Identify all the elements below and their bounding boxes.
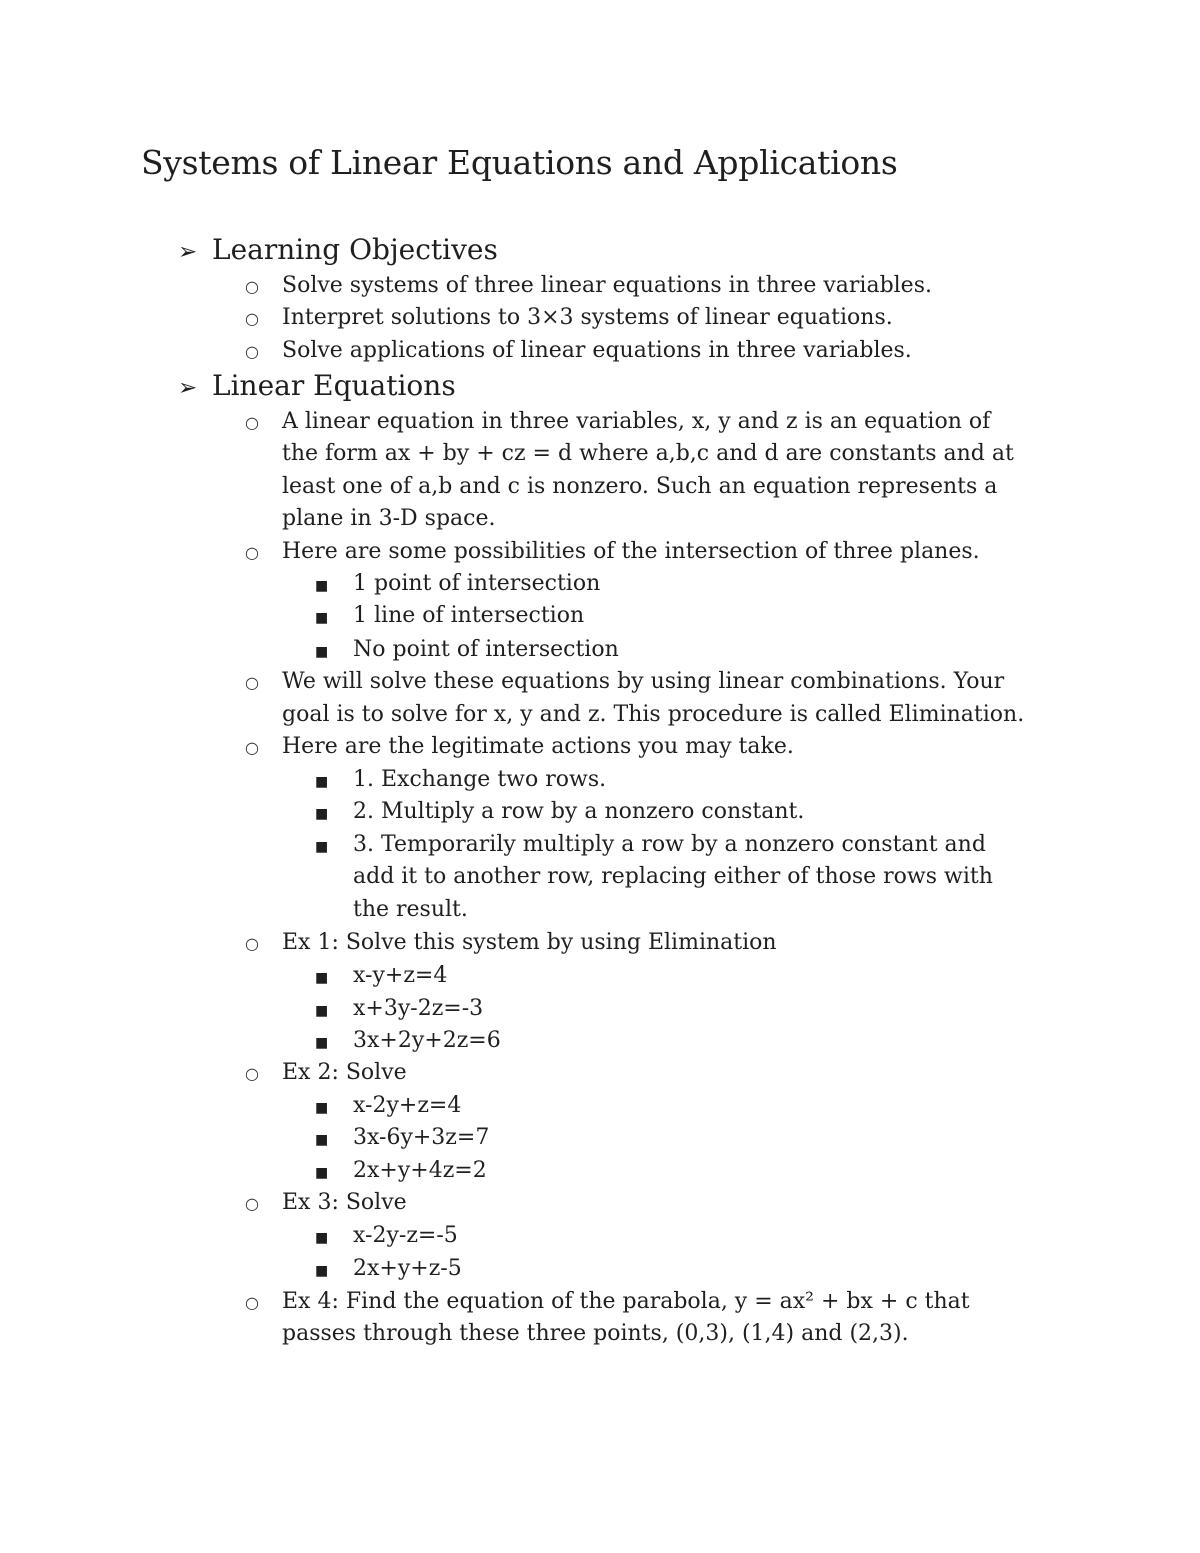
list-item: ○ A linear equation in three variables, x, y and z is an equation of bbox=[245, 409, 991, 434]
circle-bullet-icon: ○ bbox=[245, 277, 259, 296]
list-item: ○ Solve applications of linear equations in three variables. bbox=[245, 338, 912, 363]
equation-item: ■ 3x-6y+3z=7 bbox=[315, 1125, 490, 1150]
circle-bullet-icon: ○ bbox=[245, 673, 259, 692]
square-bullet-icon: ■ bbox=[315, 1165, 329, 1181]
list-item-continuation: least one of a,b and c is nonzero. Such an equation represents a bbox=[282, 474, 998, 499]
sub-list-item: ■ 1 line of intersection bbox=[315, 603, 585, 628]
list-item-continuation: the form ax + by + cz = d where a,b,c and d are constants and at bbox=[282, 441, 1014, 466]
list-item-continuation: plane in 3-D space. bbox=[282, 506, 496, 531]
square-bullet-icon: ■ bbox=[315, 1035, 329, 1051]
circle-bullet-icon: ○ bbox=[245, 413, 259, 432]
circle-bullet-icon: ○ bbox=[245, 1194, 259, 1213]
square-bullet-icon: ■ bbox=[315, 644, 329, 660]
list-item-example-1: ○ Ex 1: Solve this system by using Elimination bbox=[245, 930, 777, 955]
circle-bullet-icon: ○ bbox=[245, 934, 259, 953]
equation-item: ■ x-2y-z=-5 bbox=[315, 1223, 458, 1248]
square-bullet-icon: ■ bbox=[315, 610, 329, 626]
list-item: ○ Solve systems of three linear equations in three variables. bbox=[245, 273, 932, 298]
sub-list-item-continuation: add it to another row, replacing either of those rows with bbox=[353, 864, 993, 889]
equation-item: ■ x+3y-2z=-3 bbox=[315, 996, 484, 1021]
equation-item: ■ 3x+2y+2z=6 bbox=[315, 1028, 501, 1053]
equation-item: ■ 2x+y+4z=2 bbox=[315, 1158, 487, 1183]
equation-item: ■ x-y+z=4 bbox=[315, 963, 448, 988]
sub-list-item: ■ 1 point of intersection bbox=[315, 571, 601, 596]
heading-learning-objectives: ➢ Learning Objectives bbox=[178, 233, 498, 266]
circle-bullet-icon: ○ bbox=[245, 543, 259, 562]
list-item-example-4: ○ Ex 4: Find the equation of the parabola, y = ax² + bx + c that bbox=[245, 1289, 970, 1314]
list-item: ○ We will solve these equations by using linear combinations. Your bbox=[245, 669, 1005, 694]
arrow-bullet-icon: ➢ bbox=[178, 239, 198, 265]
heading-linear-equations: ➢ Linear Equations bbox=[178, 369, 456, 402]
sub-list-item: ■ 2. Multiply a row by a nonzero constant. bbox=[315, 799, 805, 824]
square-bullet-icon: ■ bbox=[315, 1132, 329, 1148]
page-title: Systems of Linear Equations and Applications bbox=[141, 143, 898, 182]
sub-list-item: ■ 3. Temporarily multiply a row by a nonzero constant and bbox=[315, 832, 986, 857]
arrow-bullet-icon: ➢ bbox=[178, 375, 198, 401]
list-item-continuation: goal is to solve for x, y and z. This procedure is called Elimination. bbox=[282, 702, 1025, 727]
sub-list-item-continuation: the result. bbox=[353, 897, 468, 922]
square-bullet-icon: ■ bbox=[315, 839, 329, 855]
list-item: ○ Interpret solutions to 3×3 systems of linear equations. bbox=[245, 305, 893, 330]
circle-bullet-icon: ○ bbox=[245, 1064, 259, 1083]
square-bullet-icon: ■ bbox=[315, 1003, 329, 1019]
sub-list-item: ■ No point of intersection bbox=[315, 637, 619, 662]
sub-list-item: ■ 1. Exchange two rows. bbox=[315, 767, 607, 792]
square-bullet-icon: ■ bbox=[315, 1230, 329, 1246]
list-item-example-3: ○ Ex 3: Solve bbox=[245, 1190, 407, 1215]
circle-bullet-icon: ○ bbox=[245, 309, 259, 328]
square-bullet-icon: ■ bbox=[315, 1100, 329, 1116]
equation-item: ■ x-2y+z=4 bbox=[315, 1093, 462, 1118]
circle-bullet-icon: ○ bbox=[245, 1293, 259, 1312]
square-bullet-icon: ■ bbox=[315, 774, 329, 790]
square-bullet-icon: ■ bbox=[315, 970, 329, 986]
list-item-continuation: passes through these three points, (0,3), (1,4) and (2,3). bbox=[282, 1321, 909, 1346]
square-bullet-icon: ■ bbox=[315, 806, 329, 822]
circle-bullet-icon: ○ bbox=[245, 738, 259, 757]
list-item: ○ Here are some possibilities of the intersection of three planes. bbox=[245, 539, 980, 564]
list-item: ○ Here are the legitimate actions you may take. bbox=[245, 734, 794, 759]
square-bullet-icon: ■ bbox=[315, 1263, 329, 1279]
circle-bullet-icon: ○ bbox=[245, 342, 259, 361]
equation-item: ■ 2x+y+z-5 bbox=[315, 1256, 462, 1281]
square-bullet-icon: ■ bbox=[315, 578, 329, 594]
list-item-example-2: ○ Ex 2: Solve bbox=[245, 1060, 407, 1085]
